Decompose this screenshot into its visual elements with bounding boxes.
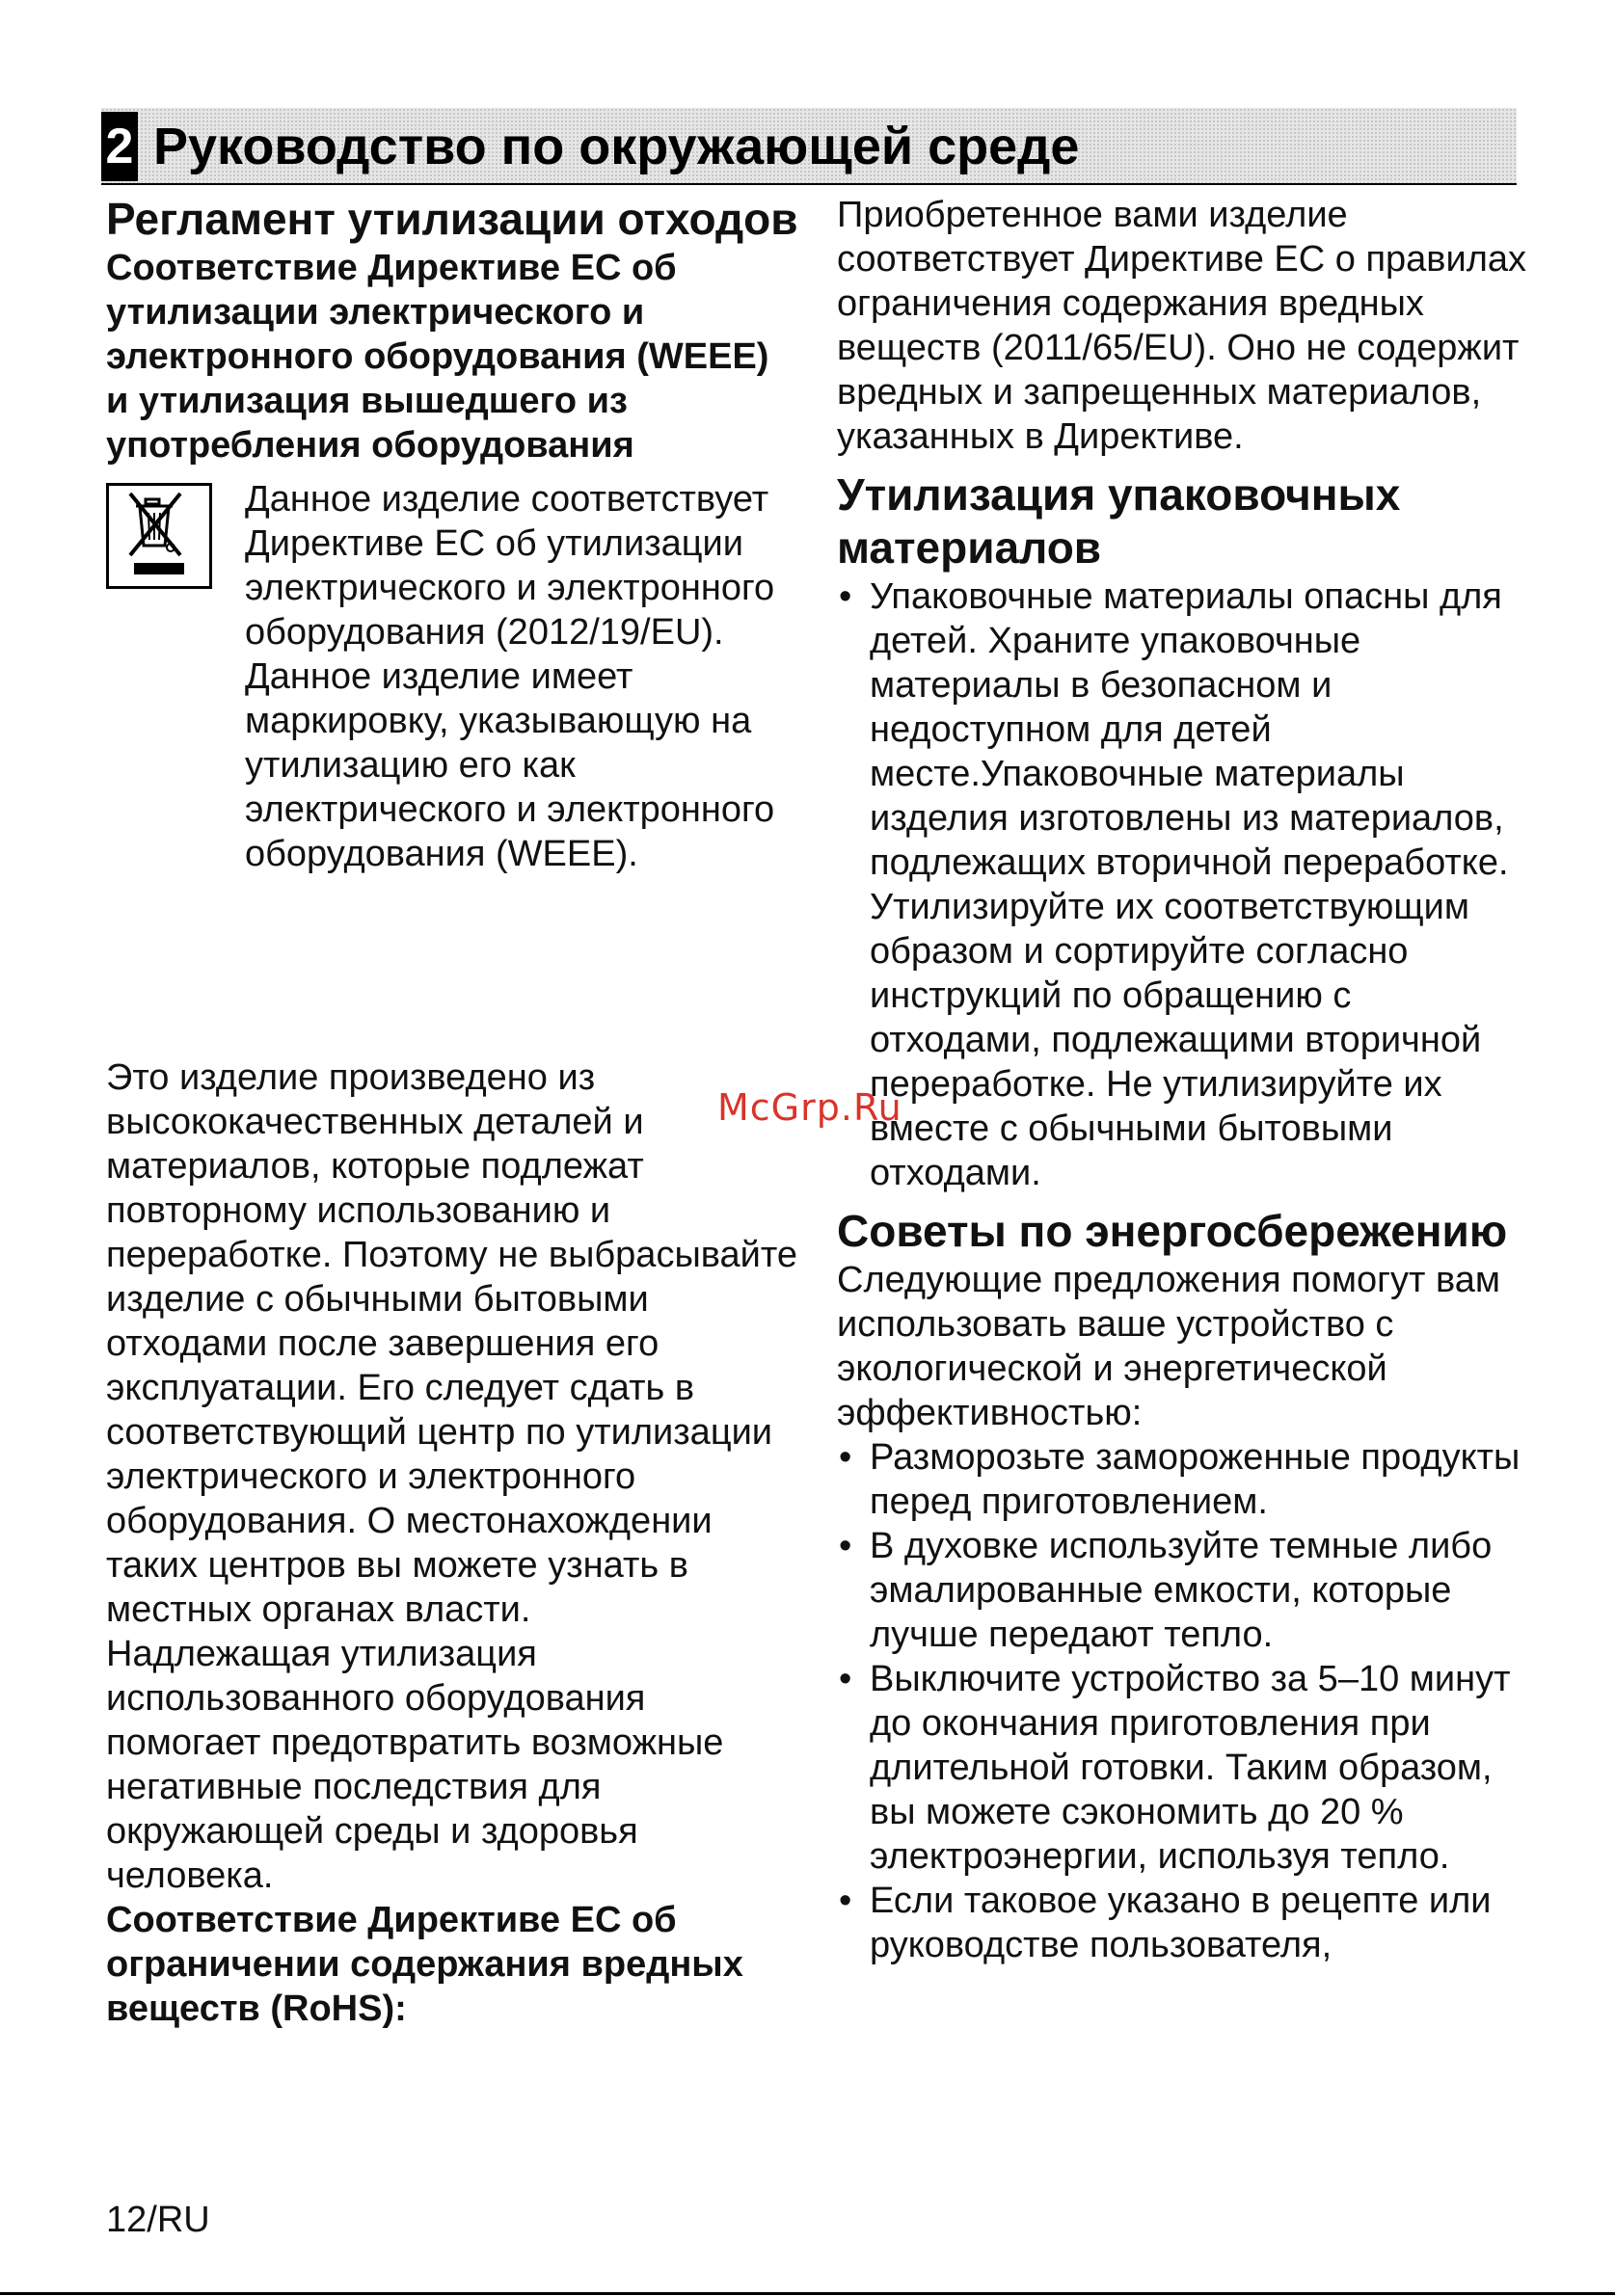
energy-list	[837, 1435, 1531, 1967]
disposal-paragraph: Надлежащая утилизация использованного оборудования помогает предотвратить возможные негативные последствия для окружающей среды и здоровья человека.	[106, 1634, 724, 1896]
rohs-text: Приобретенное вами изделие соответствует Директиве ЕС о правилах ограничения содержания вредных веществ (2011/65/EU). Оно не содержит вредных и запрещенных материалов, указанных в Директиве.	[837, 195, 1527, 457]
list-item: • В духовке используйте темные либо эмалированные емкости, которые лучше передают тепло.	[839, 1526, 1493, 1655]
bottom-rule	[0, 2292, 1615, 2295]
weee-block	[106, 477, 800, 1055]
bullet-icon: •	[839, 1526, 852, 1566]
watermark: McGrp.Ru	[717, 1086, 902, 1129]
energy-intro: Следующие предложения помогут вам использовать ваше устройство с экологической и энергетической эффективностью:	[837, 1260, 1500, 1433]
rohs-title: Соответствие Директиве ЕС об ограничении содержания вредных веществ (RoHS):	[106, 1900, 743, 2029]
energy-heading: Советы по энергосбережению	[837, 1206, 1508, 1256]
left-column	[106, 193, 800, 2031]
bullet-icon: •	[839, 1437, 852, 1478]
right-column	[837, 193, 1531, 1967]
section-banner	[101, 108, 1517, 185]
packaging-list	[837, 574, 1531, 1195]
crossed-bin-icon-graphic	[109, 486, 209, 586]
crossed-bin-icon	[106, 483, 212, 589]
weee-icon-text: Данное изделие соответствует Директиве ЕС об утилизации электрического и электронного оборудования (2012/19/EU). Данное изделие имеет маркировку, указывающую на утилизацию его как электрического и электронного оборудования (WEEE).	[245, 479, 775, 874]
bullet-icon: •	[839, 1881, 852, 1921]
list-item: • Выключите устройство за 5–10 минут до окончания приготовления при длительной готовки. Таким образом, вы можете сэкономить до 20 % электроэнергии, используя тепло.	[839, 1659, 1511, 1877]
waste-regulation-heading: Регламент утилизации отходов	[106, 194, 798, 244]
page-number: 12/RU	[106, 2200, 210, 2240]
bullet-icon: •	[839, 1659, 852, 1699]
bullet-icon: •	[839, 576, 852, 617]
section-title: Руководство по окружающей среде	[153, 118, 1080, 175]
list-item: • Разморозьте замороженные продукты перед приготовлением.	[839, 1437, 1521, 1522]
recycling-paragraph: Это изделие произведено из высококачественных деталей и материалов, которые подлежат повторному использованию и переработке. Поэтому не выбрасывайте изделие с обычными бытовыми отходами после завершения его эксплуатации. Его следует сдать в соответствующий центр по утилизации электрического и электронного оборудования. О местонахождении таких центров вы можете узнать в местных органах власти.	[106, 1057, 797, 1630]
packaging-heading: Утилизация упаковочных материалов	[837, 469, 1401, 573]
list-item: • Если таковое указано в рецепте или руководстве пользователя,	[839, 1881, 1492, 1965]
list-item: • Упаковочные материалы опасны для детей. Храните упаковочные материалы в безопасном и недоступном для детей месте.Упаковочные материалы изделия изготовлены из материалов, подлежащих вторичной переработке. Утилизируйте их соответствующим образом и сортируйте согласно инструкций по обращению с отходами, подлежащими вторичной переработке. Не утилизируйте их вместе с обычными бытовыми отходами.	[839, 576, 1509, 1193]
weee-title: Соответствие Директиве ЕС об утилизации электрического и электронного оборудования (WEEE) и утилизация вышедшего из употребления оборудования	[106, 248, 769, 466]
section-number: 2	[101, 112, 138, 181]
